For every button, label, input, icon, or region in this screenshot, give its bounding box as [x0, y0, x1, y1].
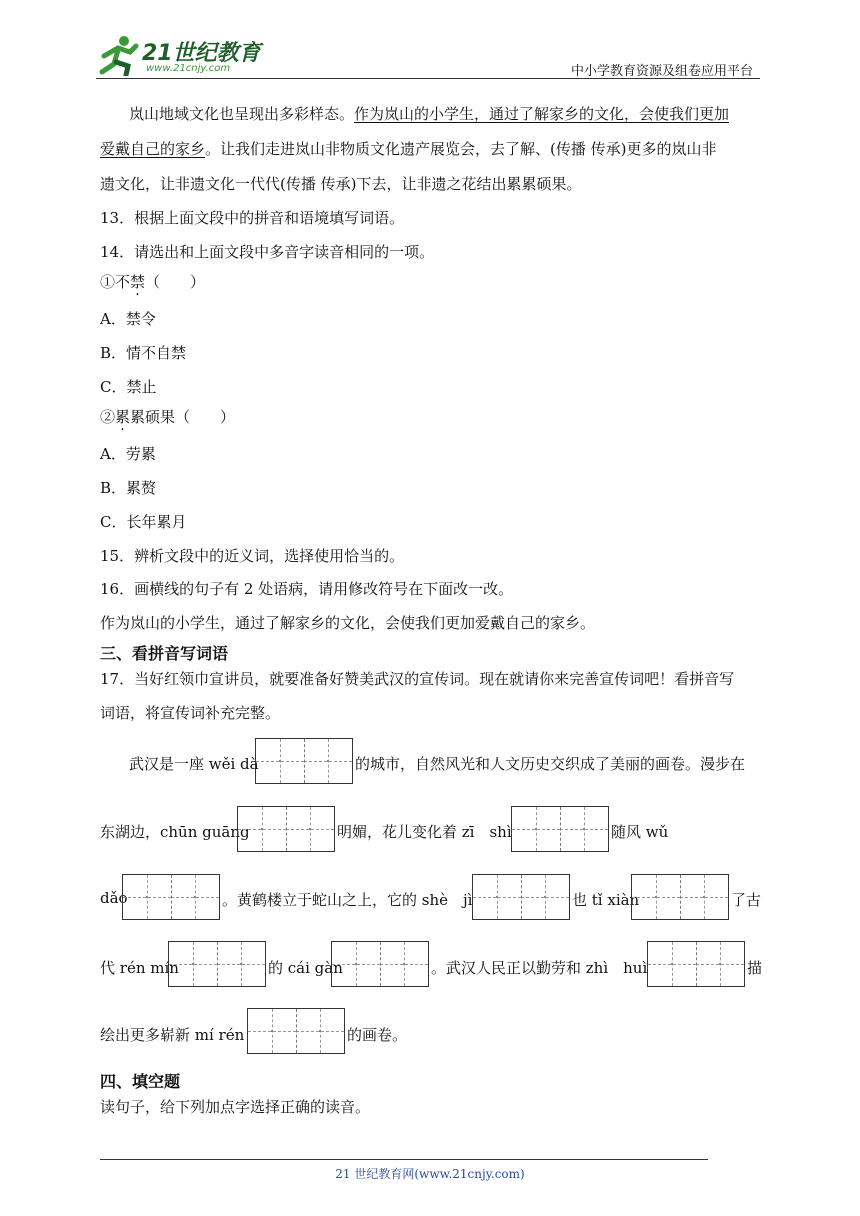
- grid-cell[interactable]: [696, 942, 744, 986]
- option-a: A．劳累: [100, 445, 156, 463]
- fill-in-instruction: 读句子，给下列加点字选择正确的读音。: [100, 1098, 371, 1116]
- question-15: 15．辨析文段中的近义词，选择使用恰当的。: [100, 547, 405, 565]
- dotted-char: 累: [115, 408, 131, 426]
- fill-text: 武汉是一座 wěi dà: [129, 755, 259, 773]
- fill-text: 的城市，自然风光和人文历史交织成了美丽的画卷。漫步在: [355, 755, 746, 773]
- question-17-line-2: 词语，将宣传词补充完整。: [100, 704, 281, 722]
- fill-text: 明媚，花儿变化着 zī shì: [337, 823, 512, 841]
- writing-grid[interactable]: [472, 874, 570, 920]
- fill-text: 东湖边，chūn guāng: [100, 823, 250, 841]
- fill-text: 描: [747, 959, 763, 977]
- option-c: C．禁止: [100, 378, 157, 396]
- grid-cell[interactable]: [248, 1009, 296, 1053]
- grid-cell[interactable]: [512, 807, 560, 851]
- fill-text: 代 rén mín: [100, 959, 179, 977]
- header-logo: [96, 34, 266, 76]
- fill-text: 也 tǐ xiàn: [572, 891, 640, 909]
- writing-grid[interactable]: [122, 874, 220, 920]
- question-16: 16．画横线的句子有 2 处语病，请用修改符号在下面改一改。: [100, 580, 514, 598]
- grid-cell[interactable]: [217, 942, 265, 986]
- writing-grid[interactable]: [511, 806, 609, 852]
- question-14: 14．请选出和上面文段中多音字读音相同的一项。: [100, 243, 435, 261]
- grid-cell[interactable]: [171, 875, 219, 919]
- passage-text: 岚山地域文化也呈现出多彩样态。: [129, 105, 355, 123]
- runner-icon: [96, 34, 144, 76]
- grid-cell[interactable]: [296, 1009, 344, 1053]
- question-13: 13．根据上面文段中的拼音和语境填写词语。: [100, 209, 405, 227]
- footer-rule: [100, 1159, 708, 1160]
- header-right-text: 中小学教育资源及组卷应用平台: [571, 64, 754, 79]
- option-b: B．累赘: [100, 479, 157, 497]
- logo-sub-text: www.21cnjy.com: [146, 63, 231, 74]
- grid-cell[interactable]: [380, 942, 428, 986]
- writing-grid[interactable]: [647, 941, 745, 987]
- fill-text: 的画卷。: [347, 1026, 408, 1044]
- passage-line-3: 遗文化，让非遗文化一代代(传播 传承)下去，让非遗之花结出累累硕果。: [100, 175, 582, 193]
- grid-cell[interactable]: [680, 875, 728, 919]
- fill-text: 随风 wǔ: [611, 823, 669, 841]
- grid-cell[interactable]: [332, 942, 380, 986]
- option-a: A．禁令: [100, 310, 156, 328]
- writing-grid[interactable]: [255, 738, 353, 784]
- grid-cell[interactable]: [286, 807, 334, 851]
- writing-grid[interactable]: [247, 1008, 345, 1054]
- dotted-char: 禁: [130, 273, 146, 291]
- section-3-heading: 三、看拼音写词语: [100, 644, 229, 663]
- underlined-sentence: 作为岚山的小学生，通过了解家乡的文化，会使我们更加: [354, 105, 730, 123]
- grid-cell[interactable]: [521, 875, 569, 919]
- grid-cell[interactable]: [169, 942, 217, 986]
- grid-cell[interactable]: [238, 807, 286, 851]
- question-16-sentence: 作为岚山的小学生，通过了解家乡的文化，会使我们更加爱戴自己的家乡。: [100, 614, 596, 632]
- writing-grid[interactable]: [331, 941, 429, 987]
- section-4-heading: 四、填空题: [100, 1072, 181, 1091]
- grid-cell[interactable]: [304, 739, 352, 783]
- fill-text: 的 cái gàn: [268, 959, 343, 977]
- fill-text: 。黄鹤楼立于蛇山之上，它的 shè jì: [222, 891, 473, 909]
- grid-cell[interactable]: [648, 942, 696, 986]
- option-c: C．长年累月: [100, 513, 187, 531]
- writing-grid[interactable]: [631, 874, 729, 920]
- passage-text: 。让我们走进岚山非物质文化遗产展览会，去了解、(传播 传承)更多的岚山非: [205, 140, 717, 158]
- grid-cell[interactable]: [256, 739, 304, 783]
- passage-line-1: [129, 104, 729, 124]
- writing-grid[interactable]: [168, 941, 266, 987]
- grid-cell[interactable]: [560, 807, 608, 851]
- logo-main-text: 21世纪教育: [142, 41, 261, 66]
- passage-line-2: [100, 139, 717, 159]
- option-b: B．情不自禁: [100, 344, 187, 362]
- underlined-sentence-end: 爱戴自己的家乡: [100, 140, 206, 158]
- footer-text: 21 世纪教育网(www.21cnjy.com): [335, 1167, 525, 1181]
- grid-cell[interactable]: [123, 875, 171, 919]
- writing-grid[interactable]: [237, 806, 335, 852]
- header-rule: [96, 78, 760, 79]
- fill-text: 绘出更多崭新 mí rén: [100, 1026, 245, 1044]
- grid-cell[interactable]: [632, 875, 680, 919]
- question-14-part-1: ①不禁（ ）: [100, 273, 206, 291]
- question-14-part-2: ②累累硕果（ ）: [100, 408, 236, 426]
- fill-text: 了古: [731, 891, 762, 909]
- grid-cell[interactable]: [473, 875, 521, 919]
- question-17-line-1: 17．当好红领巾宣讲员，就要准备好赞美武汉的宣传词。现在就请你来完善宣传词吧！看拼音写: [100, 670, 735, 688]
- fill-text: dǎo: [100, 889, 128, 907]
- fill-text: 。武汉人民正以勤劳和 zhì huì: [431, 959, 648, 977]
